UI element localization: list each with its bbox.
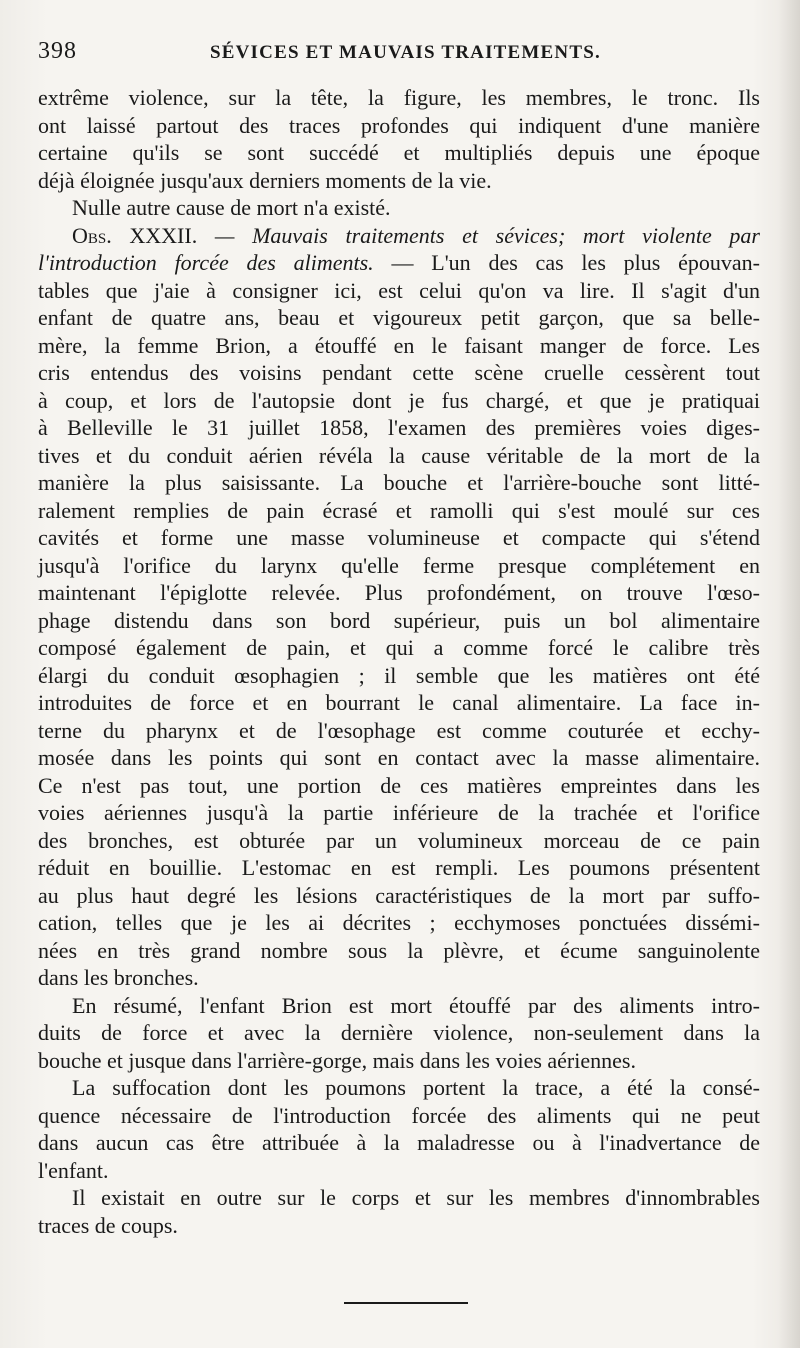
text-line: Ce n'est pas tout, une portion de ces matières empreintes dans les — [38, 772, 760, 798]
text-line: bouche et jusque dans l'arrière-gorge, mais dans les voies aériennes. — [38, 1047, 636, 1073]
text-line: duits de force et avec la dernière violence, non-seulement dans la — [38, 1020, 760, 1045]
section-end-rule — [344, 1302, 468, 1304]
text-line: phage distendu dans son bord supérieur, puis un bol alimentaire — [38, 607, 760, 633]
text-line: nées en très grand nombre sous la plèvre, et écume sanguinolente — [38, 937, 760, 963]
text-line: ralement remplies de pain écrasé et ramolli qui s'est moulé sur ces — [38, 497, 760, 523]
text-line: En résumé, l'enfant Brion est mort étouffé par des aliments intro- — [72, 992, 760, 1018]
text-line: réduit en bouillie. L'estomac en est rempli. Les poumons présentent — [38, 855, 760, 880]
text-line: cavités et forme une masse volumineuse et compacte qui s'étend — [38, 525, 760, 550]
text-line: ont laissé partout des traces profondes qui indiquent d'une manière — [38, 112, 760, 138]
observation-title-cont: l'introduction forcée des aliments. — [38, 250, 374, 275]
text-line: Nulle autre cause de mort n'a existé. — [72, 195, 391, 220]
text-line: à coup, et lors de l'autopsie dont je fus chargé, et que je pratiquai — [38, 387, 760, 413]
text-line: introduites de force et en bourrant le canal alimentaire. La face in- — [38, 690, 760, 715]
text-line: tables que j'aie à consigner ici, est celui qu'on va lire. Il s'agit d'un — [38, 277, 760, 303]
page-edge-shadow — [778, 0, 800, 1348]
text-line: jusqu'à l'orifice du larynx qu'elle ferme presque complétement en — [38, 552, 760, 578]
text-line: voies aériennes jusqu'à la partie inférieure de la trachée et l'orifice — [38, 800, 760, 825]
text-line: cris entendus des voisins pendant cette scène cruelle cessèrent tout — [38, 360, 760, 385]
text-line: enfant de quatre ans, beau et vigoureux petit garçon, que sa belle- — [38, 305, 760, 330]
text-line: l'enfant. — [38, 1157, 109, 1183]
text-fragment: — L'un des cas les plus épouvan- — [373, 250, 760, 275]
page-number: 398 — [38, 38, 77, 64]
text-line: mosée dans les points qui sont en contact avec la masse alimentaire. — [38, 745, 760, 770]
text-line: quence nécessaire de l'introduction forcée des aliments qui ne peut — [38, 1102, 760, 1128]
observation-label: Obs. XXXII. — [72, 222, 198, 248]
text-line: maintenant l'épiglotte relevée. Plus profondément, on trouve l'œso- — [38, 580, 760, 605]
text-line: terne du pharynx et de l'œsophage est comme couturée et ecchy- — [38, 717, 760, 743]
text-line: manière la plus saisissante. La bouche et l'arrière-bouche sont litté- — [38, 470, 760, 495]
text-line: déjà éloignée jusqu'aux derniers moments de la vie. — [38, 167, 492, 193]
body-text — [38, 84, 760, 1239]
text-line: extrême violence, sur la tête, la figure, les membres, le tronc. Ils — [38, 85, 760, 110]
page-header — [38, 38, 768, 74]
text-line: des bronches, est obturée par un volumineux morceau de ce pain — [38, 827, 760, 853]
text-line: au plus haut degré les lésions caractéristiques de la mort par suffo- — [38, 882, 760, 908]
text-line: certaine qu'ils se sont succédé et multipliés depuis une époque — [38, 140, 760, 165]
text-line: cation, telles que je les ai décrites ; ecchymoses ponctuées dissémi- — [38, 910, 760, 935]
text-line: dans aucun cas être attribuée à la maladresse ou à l'inadvertance de — [38, 1130, 760, 1155]
text-line: composé également de pain, et qui a comme forcé le calibre très — [38, 635, 760, 660]
text-line: Il existait en outre sur le corps et sur les membres d'innombrables — [72, 1185, 760, 1210]
text-line: tives et du conduit aérien révéla la cause véritable de la mort de la — [38, 442, 760, 468]
observation-heading-line — [38, 249, 760, 277]
text-line: La suffocation dont les poumons portent la trace, a été la consé- — [72, 1075, 760, 1100]
text-line: élargi du conduit œsophagien ; il semble que les matières ont été — [38, 662, 760, 688]
text-line: dans les bronches. — [38, 965, 199, 990]
observation-heading-line — [38, 222, 760, 250]
running-title: SÉVICES ET MAUVAIS TRAITEMENTS. — [210, 42, 601, 63]
text-line: traces de coups. — [38, 1212, 178, 1238]
text-line: mère, la femme Brion, a étouffé en le faisant manger de force. Les — [38, 332, 760, 358]
observation-title: — Mauvais traitements et sévices; mort violente par — [197, 222, 760, 248]
text-line: à Belleville le 31 juillet 1858, l'examen des premières voies diges- — [38, 415, 760, 440]
